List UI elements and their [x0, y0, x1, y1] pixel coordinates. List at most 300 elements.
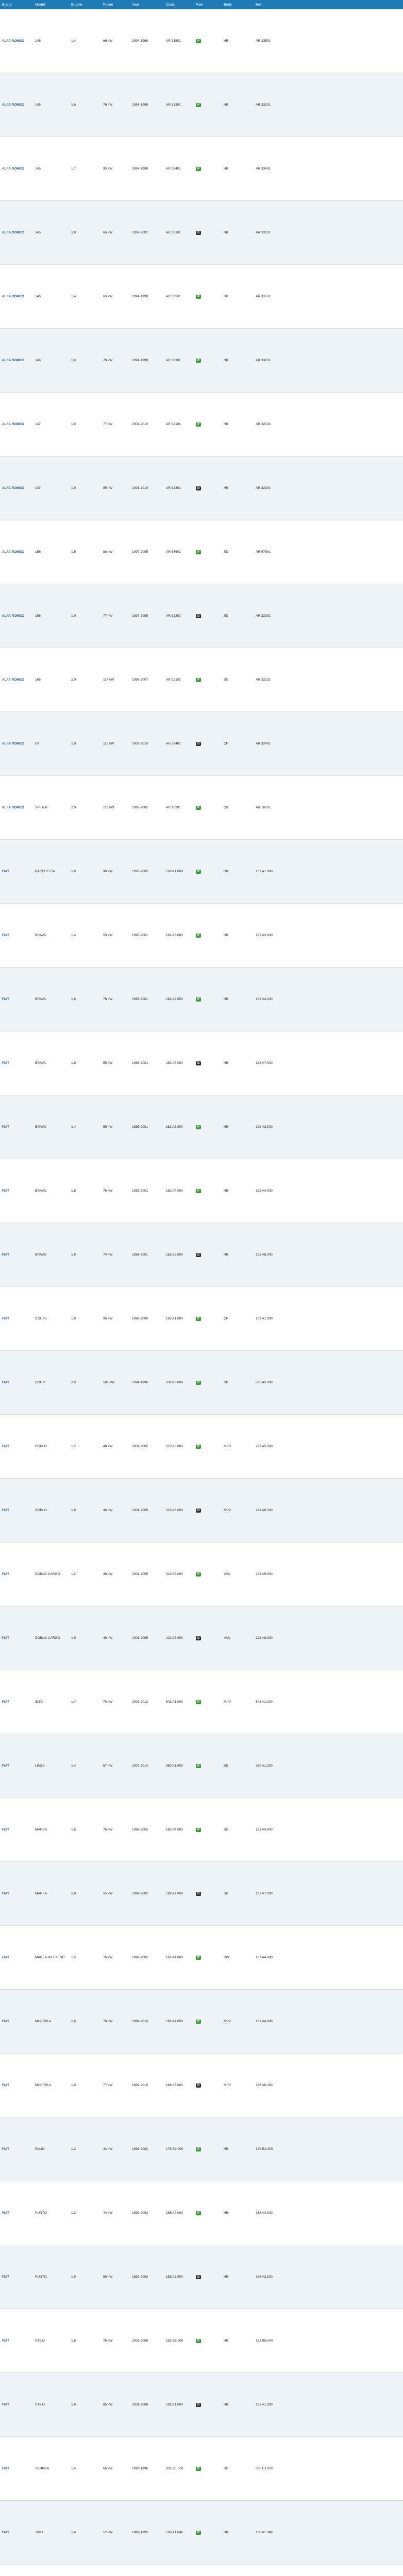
cell-ref: 188 A3.000 [256, 2275, 273, 2279]
cell-year: 2001-2005 [132, 1445, 148, 1448]
cell-year: 1999-2003 [132, 2275, 148, 2279]
cell-power: 66 kW [103, 39, 113, 43]
cell-year: 1996-2001 [132, 1253, 148, 1257]
fuel-badge: P [196, 2020, 201, 2024]
cell-ref: 182 A7.000 [256, 1892, 273, 1895]
cell-ref: 160 A1.046 [256, 2531, 273, 2534]
cell-power: 76 kW [103, 1956, 113, 1959]
cell-fuel [194, 997, 222, 1002]
cell-brand: ALFA ROMEO [2, 550, 25, 554]
cell-fuel [194, 742, 222, 746]
cell-brand: ALFA ROMEO [2, 422, 25, 426]
cell-brand: FIAT [2, 870, 9, 873]
cell-ref: AR 33201 [256, 359, 271, 362]
table-row[interactable] [0, 776, 403, 840]
table-row[interactable] [0, 2054, 403, 2117]
cell-body: HB [224, 486, 229, 490]
cell-power: 48 kW [103, 1572, 113, 1576]
fuel-badge: P [196, 295, 201, 299]
table-row[interactable] [0, 584, 403, 648]
cell-engine: 2.0 [71, 1381, 76, 1384]
cell-brand: ALFA ROMEO [2, 806, 25, 809]
header-body: Body [224, 3, 232, 7]
table-row[interactable] [0, 1606, 403, 1670]
cell-brand: ALFA ROMEO [2, 295, 25, 298]
cell-fuel [194, 2083, 222, 2088]
cell-code: AR 33501 [166, 295, 181, 298]
cell-engine: 1.4 [71, 934, 76, 937]
cell-ref: 223 A5.000 [256, 1572, 273, 1576]
fuel-badge: P [196, 1125, 201, 1129]
cell-power: 55 kW [103, 1892, 113, 1895]
cell-model: 166 [35, 678, 41, 682]
cell-engine: 1.4 [71, 1700, 76, 1704]
table-row[interactable] [0, 1862, 403, 1926]
cell-model: MAREA WEEKEND [35, 1956, 65, 1959]
cell-year: 1996-2002 [132, 2147, 148, 2151]
cell-model: STILO [35, 2403, 45, 2406]
cell-engine: 1.9 [71, 1061, 76, 1065]
cell-brand: ALFA ROMEO [2, 231, 25, 234]
fuel-badge: D [196, 231, 201, 235]
table-row[interactable] [0, 329, 403, 393]
table-row[interactable] [0, 9, 403, 73]
table-row[interactable] [0, 968, 403, 1031]
cell-power: 44 kW [103, 2147, 113, 2151]
cell-ref: 835 C1.000 [256, 2467, 273, 2470]
cell-year: 2001-2005 [132, 1572, 148, 1576]
cell-engine: 1.6 [71, 359, 76, 362]
cell-ref: 183 A1.000 [256, 1317, 273, 1320]
table-row[interactable] [0, 1926, 403, 1990]
cell-engine: 2.0 [71, 806, 76, 809]
cell-brand: FIAT [2, 2211, 9, 2215]
table-row[interactable] [0, 904, 403, 968]
cell-code: 192 A1.000 [166, 2403, 183, 2406]
table-row[interactable] [0, 1670, 403, 1734]
table-row[interactable] [0, 265, 403, 329]
cell-brand: FIAT [2, 2403, 9, 2406]
cell-model: TIPO [35, 2531, 43, 2534]
cell-brand: FIAT [2, 2083, 9, 2087]
fuel-badge: P [196, 2339, 201, 2343]
cell-fuel [194, 1317, 222, 1321]
cell-power: 110 kW [103, 806, 114, 809]
cell-model: BRAVA [35, 934, 46, 937]
header-engine: Engine [71, 3, 82, 7]
cell-code: 183 A1.000 [166, 870, 183, 873]
fuel-badge: P [196, 1189, 201, 1193]
cell-brand: FIAT [2, 1828, 9, 1832]
header-power: Power [103, 3, 113, 7]
cell-power: 66 kW [103, 231, 113, 234]
cell-brand: FIAT [2, 1381, 9, 1384]
table-row[interactable] [0, 840, 403, 904]
cell-fuel [194, 1764, 222, 1768]
cell-engine: 1.6 [71, 1956, 76, 1959]
cell-fuel [194, 1189, 222, 1193]
cell-ref: 223 A6.000 [256, 1636, 273, 1640]
cell-engine: 1.4 [71, 295, 76, 298]
cell-ref: AR 32401 [256, 742, 271, 745]
table-row[interactable] [0, 1543, 403, 1606]
cell-body: SD [224, 550, 229, 554]
cell-brand: ALFA ROMEO [2, 359, 25, 362]
cell-engine: 1.7 [71, 167, 76, 171]
cell-code: AR 33401 [166, 167, 181, 171]
cell-fuel [194, 1572, 222, 1577]
table-row[interactable] [0, 393, 403, 456]
fuel-badge: P [196, 359, 201, 363]
cell-power: 76 kW [103, 1189, 113, 1193]
cell-power: 55 kW [103, 1061, 113, 1065]
cell-model: 145 [35, 167, 41, 171]
cell-year: 1997-2005 [132, 614, 148, 618]
cell-code: 183 A1.000 [166, 1317, 183, 1320]
cell-brand: ALFA ROMEO [2, 39, 25, 43]
cell-engine: 1.9 [71, 2403, 76, 2406]
table-row[interactable] [0, 2117, 403, 2181]
cell-power: 74 kW [103, 1253, 113, 1257]
cell-engine: 1.2 [71, 2211, 76, 2215]
cell-power: 77 kW [103, 2083, 113, 2087]
cell-body: HB [224, 1189, 229, 1193]
cell-body: MPV [224, 1700, 231, 1704]
cell-year: 1996-2000 [132, 1317, 148, 1320]
cell-body: HB [224, 1125, 229, 1129]
cell-ref: 182 A4.000 [256, 2020, 273, 2023]
table-row[interactable] [0, 1415, 403, 1479]
fuel-badge: D [196, 1061, 201, 1065]
fuel-badge: P [196, 103, 201, 107]
cell-fuel [194, 1636, 222, 1640]
cell-body: HB [224, 231, 229, 234]
cell-ref: AR 32302 [256, 614, 271, 618]
cell-engine: 1.6 [71, 1828, 76, 1832]
cell-body: HB [224, 167, 229, 171]
cell-ref: 182 A4.000 [256, 1189, 273, 1193]
fuel-badge: D [196, 1636, 201, 1640]
cell-brand: FIAT [2, 1509, 9, 1512]
cell-code: AR 33201 [166, 103, 181, 107]
cell-body: CP [224, 1317, 229, 1320]
table-row[interactable] [0, 520, 403, 584]
cell-ref: 182 A3.000 [256, 934, 273, 937]
cell-code: 223 A6.000 [166, 1636, 183, 1640]
cell-year: 1995-2001 [132, 934, 148, 937]
cell-model: STILO [35, 2339, 45, 2343]
cell-year: 2001-2008 [132, 2339, 148, 2343]
cell-fuel [194, 870, 222, 874]
table-row[interactable] [0, 2181, 403, 2245]
cell-ref: AR 67601 [256, 550, 271, 554]
cell-code: AR 67601 [166, 550, 181, 554]
cell-ref: 182 A4.000 [256, 1828, 273, 1832]
cell-year: 1999-2003 [132, 2211, 148, 2215]
fuel-badge: D [196, 1253, 201, 1257]
cell-brand: FIAT [2, 1061, 9, 1065]
cell-engine: 1.6 [71, 103, 76, 107]
cell-engine: 1.9 [71, 742, 76, 745]
cell-body: HB [224, 934, 229, 937]
fuel-badge: D [196, 486, 201, 490]
header-model: Model [35, 3, 45, 7]
cell-brand: FIAT [2, 1189, 9, 1193]
cell-year: 1995-2001 [132, 997, 148, 1001]
cell-fuel [194, 2147, 222, 2151]
cell-ref: 223 A6.000 [256, 1509, 273, 1512]
cell-fuel [194, 1892, 222, 1896]
cell-brand: FIAT [2, 2020, 9, 2023]
fuel-badge: P [196, 678, 201, 682]
cell-body: CB [224, 806, 229, 809]
cell-power: 46 kW [103, 1636, 113, 1640]
cell-code: 182 A4.000 [166, 1956, 183, 1959]
cell-body: SD [224, 1892, 229, 1895]
cell-fuel [194, 1125, 222, 1129]
cell-power: 77 kW [103, 422, 113, 426]
cell-fuel [194, 934, 222, 938]
cell-body: CB [224, 870, 229, 873]
cell-model: 147 [35, 486, 41, 490]
cell-year: 1998-2007 [132, 678, 148, 682]
cell-code: AR 33201 [166, 359, 181, 362]
table-row[interactable] [0, 1095, 403, 1159]
table-row[interactable] [0, 2501, 403, 2565]
cell-power: 76 kW [103, 2339, 113, 2343]
fuel-badge: P [196, 1317, 201, 1321]
cell-power: 96 kW [103, 870, 113, 873]
cell-brand: FIAT [2, 1764, 9, 1768]
cell-code: 182 A7.000 [166, 1061, 183, 1065]
cell-year: 1997-2001 [132, 231, 148, 234]
table-row[interactable] [0, 1351, 403, 1415]
cell-model: BRAVA [35, 1061, 46, 1065]
cell-power: 66 kW [103, 2467, 113, 2470]
cell-body: CP [224, 1381, 229, 1384]
cell-body: MPV [224, 2083, 231, 2087]
cell-model: DOBLO CARGO [35, 1572, 60, 1576]
cell-ref: 836 A3.000 [256, 1381, 273, 1384]
cell-brand: ALFA ROMEO [2, 742, 25, 745]
cell-ref: AR 32301 [256, 486, 271, 490]
cell-body: SD [224, 1764, 229, 1768]
cell-body: SD [224, 614, 229, 618]
cell-code: 350 A1.000 [166, 1764, 183, 1768]
cell-brand: ALFA ROMEO [2, 103, 25, 107]
cell-power: 85 kW [103, 2403, 113, 2406]
table-row[interactable] [0, 1223, 403, 1287]
table-row[interactable] [0, 1031, 403, 1095]
cell-body: SD [224, 2467, 229, 2470]
table-row[interactable] [0, 2245, 403, 2309]
cell-model: COUPE [35, 1317, 47, 1320]
cell-year: 2001-2005 [132, 1636, 148, 1640]
cell-code: 188 A4.000 [166, 2211, 183, 2215]
fuel-badge: P [196, 997, 201, 1002]
cell-engine: 1.9 [71, 2275, 76, 2279]
cell-fuel [194, 1381, 222, 1385]
table-row[interactable] [0, 201, 403, 265]
fuel-badge: P [196, 934, 201, 938]
cell-code: AR 33501 [166, 39, 181, 43]
cell-fuel [194, 614, 222, 618]
cell-power: 76 kW [103, 103, 113, 107]
cell-year: 2001-2010 [132, 422, 148, 426]
cell-ref: 182 B6.000 [256, 2339, 273, 2343]
cell-fuel [194, 2211, 222, 2215]
cell-engine: 1.6 [71, 550, 76, 554]
cell-model: DOBLO [35, 1445, 47, 1448]
cell-brand: FIAT [2, 1253, 9, 1257]
cell-code: 182 A8.000 [166, 1253, 183, 1257]
cell-ref: 182 A8.000 [256, 1253, 273, 1257]
table-row[interactable] [0, 137, 403, 201]
fuel-badge: P [196, 2467, 201, 2471]
cell-year: 2003-2010 [132, 742, 148, 745]
table-row[interactable] [0, 1990, 403, 2054]
cell-code: 835 C1.000 [166, 2467, 183, 2470]
cell-fuel [194, 295, 222, 299]
cell-fuel [194, 1061, 222, 1065]
cell-power: 76 kW [103, 997, 113, 1001]
cell-year: 2003-2012 [132, 1700, 148, 1704]
table-row[interactable] [0, 648, 403, 712]
table-body [0, 9, 403, 2576]
table-row[interactable] [0, 2437, 403, 2501]
table-header [0, 0, 403, 9]
cell-model: BRAVO [35, 1189, 47, 1193]
cell-code: 182 A7.000 [166, 1892, 183, 1895]
cell-year: 1994-1998 [132, 167, 148, 171]
cell-engine: 1.9 [71, 486, 76, 490]
cell-engine: 1.6 [71, 2020, 76, 2023]
cell-power: 46 kW [103, 1509, 113, 1512]
cell-fuel [194, 1700, 222, 1704]
cell-power: 57 kW [103, 1764, 113, 1768]
cell-engine: 1.6 [71, 1189, 76, 1193]
cell-code: 223 A6.000 [166, 1509, 183, 1512]
cell-year: 2001-2008 [132, 2403, 148, 2406]
table-row[interactable] [0, 2565, 403, 2576]
cell-brand: ALFA ROMEO [2, 167, 25, 171]
cell-engine: 1.2 [71, 1572, 76, 1576]
fuel-badge: P [196, 1572, 201, 1577]
cell-ref: AR 16201 [256, 806, 271, 809]
table-row[interactable] [0, 456, 403, 520]
cell-engine: 1.8 [71, 1317, 76, 1320]
cell-power: 76 kW [103, 1828, 113, 1832]
cell-brand: FIAT [2, 1572, 9, 1576]
header-code: Code [166, 3, 175, 7]
cell-engine: 1.4 [71, 1125, 76, 1129]
table-row[interactable] [0, 712, 403, 776]
cell-model: GT [35, 742, 40, 745]
cell-fuel [194, 806, 222, 810]
fuel-badge: D [196, 614, 201, 618]
cell-body: HB [224, 2403, 229, 2406]
cell-power: 76 kW [103, 2020, 113, 2023]
cell-model: 146 [35, 295, 41, 298]
cell-model: 145 [35, 103, 41, 107]
cell-year: 1995-2005 [132, 870, 148, 873]
fuel-badge: P [196, 1381, 201, 1385]
cell-engine: 1.9 [71, 2083, 76, 2087]
cell-ref: 182 A4.000 [256, 997, 273, 1001]
cell-body: MPV [224, 1509, 231, 1512]
cell-engine: 1.9 [71, 1892, 76, 1895]
cell-code: AR 32302 [166, 614, 181, 618]
header-ref: Ref [256, 3, 261, 7]
cell-body: HB [224, 2147, 229, 2151]
cell-code: 182 A4.000 [166, 1828, 183, 1832]
cell-ref: AR 33201 [256, 103, 271, 107]
cell-body: HB [224, 39, 229, 43]
cell-body: SD [224, 1828, 229, 1832]
header-fuel: Fuel [196, 3, 203, 7]
cell-year: 1995-2001 [132, 1125, 148, 1129]
table-row[interactable] [0, 73, 403, 137]
cell-model: BRAVO [35, 1125, 47, 1129]
cell-brand: FIAT [2, 997, 9, 1001]
cell-year: 1996-2002 [132, 1828, 148, 1832]
cell-model: BARCHETTA [35, 870, 55, 873]
cell-brand: FIAT [2, 2531, 9, 2534]
cell-body: VAN [224, 1636, 230, 1640]
cell-engine: 1.4 [71, 2531, 76, 2534]
cell-fuel [194, 2275, 222, 2279]
cell-power: 85 kW [103, 486, 113, 490]
cell-code: 843 A1.000 [166, 1700, 183, 1704]
cell-model: MAREA [35, 1892, 47, 1895]
cell-model: 147 [35, 422, 41, 426]
cell-engine: 1.6 [71, 2339, 76, 2343]
cell-fuel [194, 1509, 222, 1513]
cell-ref: 350 A1.000 [256, 1764, 273, 1768]
cell-brand: FIAT [2, 1445, 9, 1448]
cell-body: HB [224, 2531, 229, 2534]
cell-fuel [194, 167, 222, 171]
cell-model: BRAVA [35, 997, 46, 1001]
cell-engine: 2.0 [71, 678, 76, 682]
cell-fuel [194, 486, 222, 490]
table-row[interactable] [0, 1479, 403, 1543]
cell-body: HB [224, 997, 229, 1001]
cell-engine: 1.4 [71, 39, 76, 43]
cell-model: 146 [35, 359, 41, 362]
cell-model: IDEA [35, 1700, 43, 1704]
cell-year: 1990-1996 [132, 2467, 148, 2470]
table-row[interactable] [0, 2309, 403, 2373]
table-row[interactable] [0, 1734, 403, 1798]
table-row[interactable] [0, 1159, 403, 1223]
cell-body: MPV [224, 1445, 231, 1448]
table-row[interactable] [0, 2373, 403, 2437]
cell-power: 88 kW [103, 550, 113, 554]
cell-code: AR 33101 [166, 231, 181, 234]
cell-ref: AR 33501 [256, 295, 271, 298]
cell-power: 59 kW [103, 2275, 113, 2279]
cell-model: PUNTO [35, 2211, 47, 2215]
cell-model: PALIO [35, 2147, 45, 2151]
table-row[interactable] [0, 1287, 403, 1351]
cell-code: AR 16201 [166, 806, 181, 809]
table-row[interactable] [0, 1798, 403, 1862]
cell-year: 1996-2002 [132, 1892, 148, 1895]
cell-body: HB [224, 2339, 229, 2343]
cell-power: 52 kW [103, 2531, 113, 2534]
fuel-badge: P [196, 806, 201, 810]
